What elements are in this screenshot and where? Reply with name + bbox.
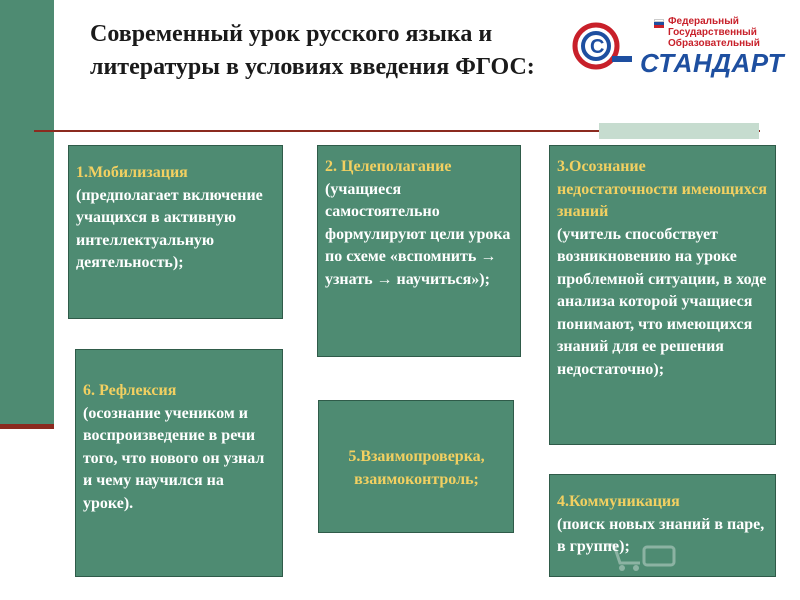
logo-line-2: Государственный	[668, 27, 757, 38]
step-heading: 1.Мобилизация	[76, 164, 188, 181]
step-body: (учащиеся самостоятельно формулируют цели урока по схеме «вспомнить → узнать → научиться»);	[325, 180, 511, 288]
logo-line-3: Образовательный	[668, 38, 760, 49]
logo-word: СТАНДАРТ	[640, 48, 785, 78]
step-box-reflection	[75, 349, 283, 577]
divider-decor-rect	[599, 123, 759, 139]
left-decor-bar-base	[0, 424, 54, 429]
step-heading: 3.Осознание недостаточности имеющихся знаний	[557, 158, 768, 220]
step-box-goal-setting	[317, 145, 521, 357]
step-box-awareness	[549, 145, 776, 445]
step-box-peer-review	[318, 400, 514, 533]
step-box-mobilization	[68, 145, 283, 319]
step-body: (предполагает включение учащихся в активную интеллектуальную деятельность);	[76, 186, 263, 271]
slide-title: Современный урок русского языка и литературы в условиях введения ФГОС:	[90, 21, 535, 80]
logo-text-lines	[668, 16, 760, 49]
svg-text:C: C	[590, 36, 605, 58]
step-heading: 2. Целеполагание	[325, 158, 452, 175]
step-body: (поиск новых знаний в паре, в группе);	[557, 515, 765, 555]
step-body: (учитель способствует возникновению на уроке проблемной ситуации, в ходе анализа которой учащиеся понимают, что имеющихся знаний для ее решения недостаточно);	[557, 225, 767, 378]
fgos-emblem-icon	[572, 16, 634, 78]
step-heading: 4.Коммуникация	[557, 493, 680, 510]
watermark-icon	[600, 537, 680, 573]
step-heading: 6. Рефлексия	[83, 382, 177, 399]
fgos-logo	[572, 16, 785, 78]
russian-flag-icon	[654, 19, 664, 28]
step-body: (осознание учеником и воспроизведение в речи того, что нового он узнал и чему научился на уроке).	[83, 404, 265, 512]
step-heading: 5.Взаимопроверка, взаимоконтроль;	[348, 448, 485, 488]
logo-line-1: Федеральный	[668, 16, 739, 27]
left-decor-bar	[0, 0, 54, 428]
